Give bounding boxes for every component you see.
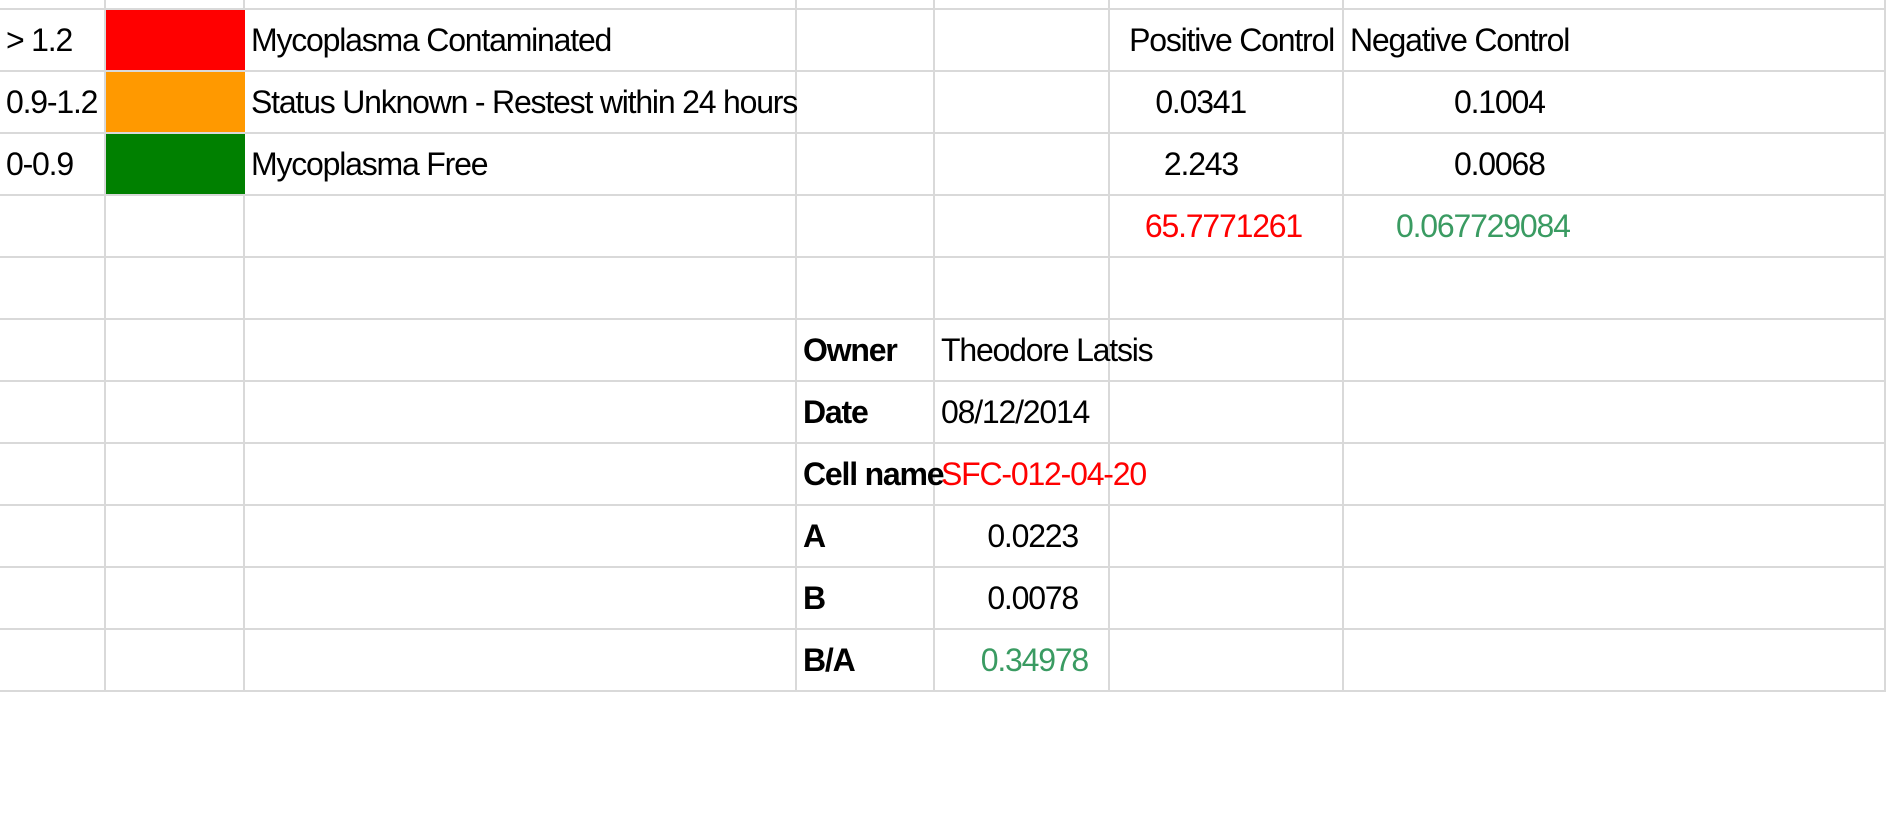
owner-value[interactable]: Theodore Latsis <box>935 320 1110 382</box>
cell[interactable] <box>1110 0 1344 10</box>
positive-control-value[interactable]: 2.243 <box>1110 134 1344 196</box>
cell[interactable] <box>797 10 935 72</box>
cell[interactable] <box>1110 258 1344 320</box>
legend-swatch-unknown[interactable] <box>106 72 245 134</box>
ba-value[interactable]: 0.34978 <box>935 630 1110 692</box>
cell[interactable] <box>0 630 106 692</box>
cell[interactable] <box>106 444 245 506</box>
legend-range-cell[interactable]: 0-0.9 <box>0 134 106 196</box>
cell[interactable] <box>106 506 245 568</box>
cell[interactable] <box>1344 630 1886 692</box>
cell[interactable] <box>0 0 106 10</box>
cell[interactable] <box>935 196 1110 258</box>
cell[interactable] <box>1110 320 1344 382</box>
cell[interactable] <box>1344 444 1886 506</box>
date-value[interactable]: 08/12/2014 <box>935 382 1110 444</box>
cell-name-value[interactable]: SFC-012-04-20 <box>935 444 1110 506</box>
date-label[interactable]: Date <box>797 382 935 444</box>
cell[interactable] <box>106 0 245 10</box>
cell[interactable] <box>797 258 935 320</box>
negative-control-value[interactable]: 0.0068 <box>1344 134 1886 196</box>
cell[interactable] <box>1110 382 1344 444</box>
cell[interactable] <box>1344 320 1886 382</box>
negative-control-ratio[interactable]: 0.067729084 <box>1344 196 1886 258</box>
legend-label-cell[interactable]: Mycoplasma Contaminated <box>245 10 797 72</box>
cell[interactable] <box>0 444 106 506</box>
a-label[interactable]: A <box>797 506 935 568</box>
cell[interactable] <box>1110 444 1344 506</box>
negative-control-value[interactable]: 0.1004 <box>1344 72 1886 134</box>
cell[interactable] <box>1344 506 1886 568</box>
legend-swatch-contaminated[interactable] <box>106 10 245 72</box>
owner-label[interactable]: Owner <box>797 320 935 382</box>
cell[interactable] <box>935 10 1110 72</box>
cell[interactable] <box>935 258 1110 320</box>
cell-name-label[interactable]: Cell name <box>797 444 935 506</box>
cell[interactable] <box>245 320 797 382</box>
cell[interactable] <box>797 134 935 196</box>
cell[interactable] <box>245 630 797 692</box>
cell[interactable] <box>935 72 1110 134</box>
cell[interactable] <box>935 134 1110 196</box>
ba-label[interactable]: B/A <box>797 630 935 692</box>
cell[interactable] <box>245 568 797 630</box>
cell[interactable] <box>106 320 245 382</box>
cell[interactable] <box>1110 506 1344 568</box>
cell[interactable] <box>935 0 1110 10</box>
cell[interactable] <box>245 196 797 258</box>
cell[interactable] <box>1344 258 1886 320</box>
cell[interactable] <box>0 568 106 630</box>
cell[interactable] <box>106 630 245 692</box>
cell[interactable] <box>0 196 106 258</box>
cell[interactable] <box>797 196 935 258</box>
cell[interactable] <box>797 0 935 10</box>
legend-range-cell[interactable]: > 1.2 <box>0 10 106 72</box>
cell[interactable] <box>106 568 245 630</box>
legend-label-cell[interactable]: Mycoplasma Free <box>245 134 797 196</box>
b-label[interactable]: B <box>797 568 935 630</box>
legend-label-cell[interactable]: Status Unknown - Restest within 24 hours <box>245 72 797 134</box>
positive-control-header[interactable]: Positive Control <box>1110 10 1344 72</box>
b-value[interactable]: 0.0078 <box>935 568 1110 630</box>
a-value[interactable]: 0.0223 <box>935 506 1110 568</box>
cell[interactable] <box>1344 568 1886 630</box>
cell[interactable] <box>797 72 935 134</box>
cell[interactable] <box>245 444 797 506</box>
cell[interactable] <box>0 382 106 444</box>
cell[interactable] <box>1344 0 1886 10</box>
cell[interactable] <box>245 382 797 444</box>
cell[interactable] <box>1110 568 1344 630</box>
cell[interactable] <box>0 258 106 320</box>
cell[interactable] <box>0 506 106 568</box>
cell[interactable] <box>1344 382 1886 444</box>
cell[interactable] <box>245 258 797 320</box>
cell[interactable] <box>245 506 797 568</box>
cell[interactable] <box>106 382 245 444</box>
negative-control-header[interactable]: Negative Control <box>1344 10 1886 72</box>
cell[interactable] <box>0 320 106 382</box>
positive-control-ratio[interactable]: 65.7771261 <box>1110 196 1344 258</box>
positive-control-value[interactable]: 0.0341 <box>1110 72 1344 134</box>
cell[interactable] <box>245 0 797 10</box>
cell[interactable] <box>106 258 245 320</box>
cell[interactable] <box>1110 630 1344 692</box>
legend-range-cell[interactable]: 0.9-1.2 <box>0 72 106 134</box>
cell[interactable] <box>106 196 245 258</box>
legend-swatch-free[interactable] <box>106 134 245 196</box>
